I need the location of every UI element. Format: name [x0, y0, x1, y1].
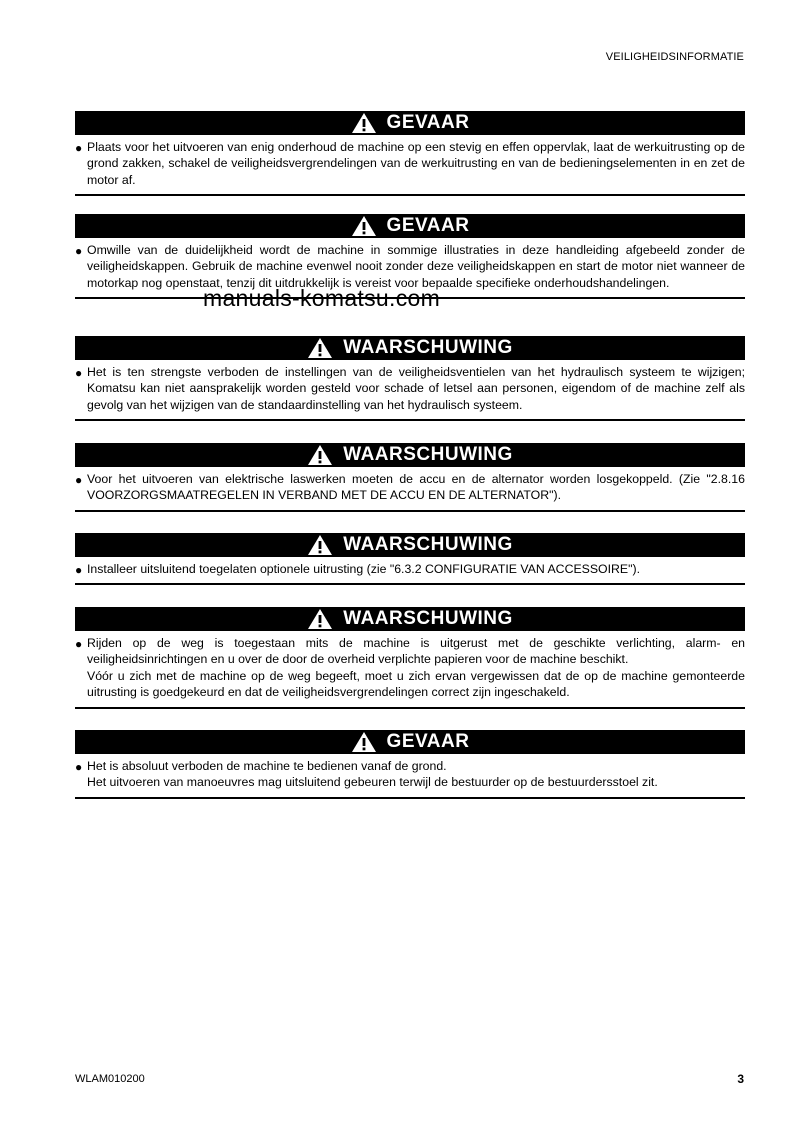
notice-level-label: GEVAAR	[386, 731, 470, 752]
bullet-icon: ●	[75, 366, 83, 380]
notice-header-bar	[75, 533, 745, 557]
page-number: 3	[737, 1072, 744, 1086]
notice-body	[75, 631, 745, 707]
warning-notice	[75, 607, 745, 709]
bullet-icon: ●	[75, 141, 83, 155]
warning-triangle-icon	[351, 112, 377, 134]
notice-body	[75, 135, 745, 194]
notice-body	[75, 467, 745, 510]
notice-level-label: WAARSCHUWING	[343, 337, 513, 358]
notice-text: Rijden op de weg is toegestaan mits de machine is uitgerust met de geschikte verlichting, alarm- en veiligheidsinrichtingen en u over de door de overheid verplichte papieren voor de machine beschikt.	[87, 636, 745, 667]
divider	[75, 419, 745, 421]
bullet-icon: ●	[75, 473, 83, 487]
divider	[75, 797, 745, 799]
bullet-icon: ●	[75, 637, 83, 651]
divider	[75, 583, 745, 585]
notice-body	[75, 360, 745, 419]
notice-level-label: GEVAAR	[386, 215, 470, 236]
document-code: WLAM010200	[75, 1073, 145, 1085]
notice-text: Voor het uitvoeren van elektrische laswerken moeten de accu en de alternator worden losgekoppeld. (Zie "2.8.16 VOORZORGSMAATREGELEN IN VERBAND MET DE ACCU EN DE ALTERNATOR").	[87, 472, 745, 503]
bullet-icon: ●	[75, 760, 83, 774]
warning-triangle-icon	[307, 337, 333, 359]
warning-notice	[75, 336, 745, 421]
notice-header-bar	[75, 443, 745, 467]
watermark: manuals-komatsu.com	[203, 285, 441, 311]
notice-body	[75, 754, 745, 797]
warning-triangle-icon	[307, 444, 333, 466]
bullet-icon: ●	[75, 563, 83, 577]
notice-level-label: WAARSCHUWING	[343, 608, 513, 629]
notice-header-bar	[75, 214, 745, 238]
warning-triangle-icon	[351, 215, 377, 237]
warning-notice	[75, 533, 745, 585]
divider	[75, 194, 745, 196]
notice-text: Het uitvoeren van manoeuvres mag uitsluitend gebeuren terwijl de bestuurder op de bestuurdersstoel zit.	[87, 775, 658, 790]
notice-text: Het is absoluut verboden de machine te bedienen vanaf de grond.	[87, 759, 447, 773]
notice-header-bar	[75, 607, 745, 631]
danger-notice	[75, 730, 745, 799]
notice-header-bar	[75, 336, 745, 360]
notice-level-label: GEVAAR	[386, 112, 470, 133]
notice-text: Vóór u zich met de machine op de weg begeeft, moet u zich ervan vergewissen dat de op de machine gemonteerde uitrusting is goedgekeurd en dat de veiligheidsvergrendelingen correct zijn ingeschakeld.	[87, 668, 745, 700]
notice-text: Plaats voor het uitvoeren van enig onderhoud de machine op een stevig en effen oppervlak, laat de werkuitrusting op de grond zakken, schakel de veiligheidsvergrendelingen van de werkuitrusting en van de bedieningselementen in en zet de motor af.	[87, 140, 745, 187]
section-title: VEILIGHEIDSINFORMATIE	[605, 51, 744, 63]
divider	[75, 510, 745, 512]
warning-triangle-icon	[351, 731, 377, 753]
divider	[75, 707, 745, 709]
danger-notice	[75, 111, 745, 196]
notice-level-label: WAARSCHUWING	[343, 444, 513, 465]
notice-text: Installeer uitsluitend toegelaten optionele uitrusting (zie "6.3.2 CONFIGURATIE VAN ACCESSOIRE").	[87, 562, 640, 576]
bullet-icon: ●	[75, 244, 83, 258]
notice-header-bar	[75, 111, 745, 135]
notice-level-label: WAARSCHUWING	[343, 534, 513, 555]
warning-triangle-icon	[307, 534, 333, 556]
notice-header-bar	[75, 730, 745, 754]
notice-text: Het is ten strengste verboden de instellingen van de veiligheidsventielen van het hydraulisch systeem te wijzigen; Komatsu kan niet aansprakelijk worden gesteld voor schade of letsel aan personen, eigendom of de machine zelf als gevolg van het wijzigen van de standaardinstelling van het hydraulisch systeem.	[87, 365, 745, 412]
warning-triangle-icon	[307, 608, 333, 630]
warning-notice	[75, 443, 745, 512]
notice-text: Omwille van de duidelijkheid wordt de machine in sommige illustraties in deze handleiding afgebeeld zonder de veiligheidskappen. Gebruik de machine evenwel nooit zonder deze veiligheidskappen en start de motor niet wanneer de motorkap nog openstaat, tenzij dit uitdrukkelijk is vereist voor bepaalde specifieke onderhoudshandelingen.	[87, 243, 745, 290]
notice-body	[75, 557, 745, 583]
